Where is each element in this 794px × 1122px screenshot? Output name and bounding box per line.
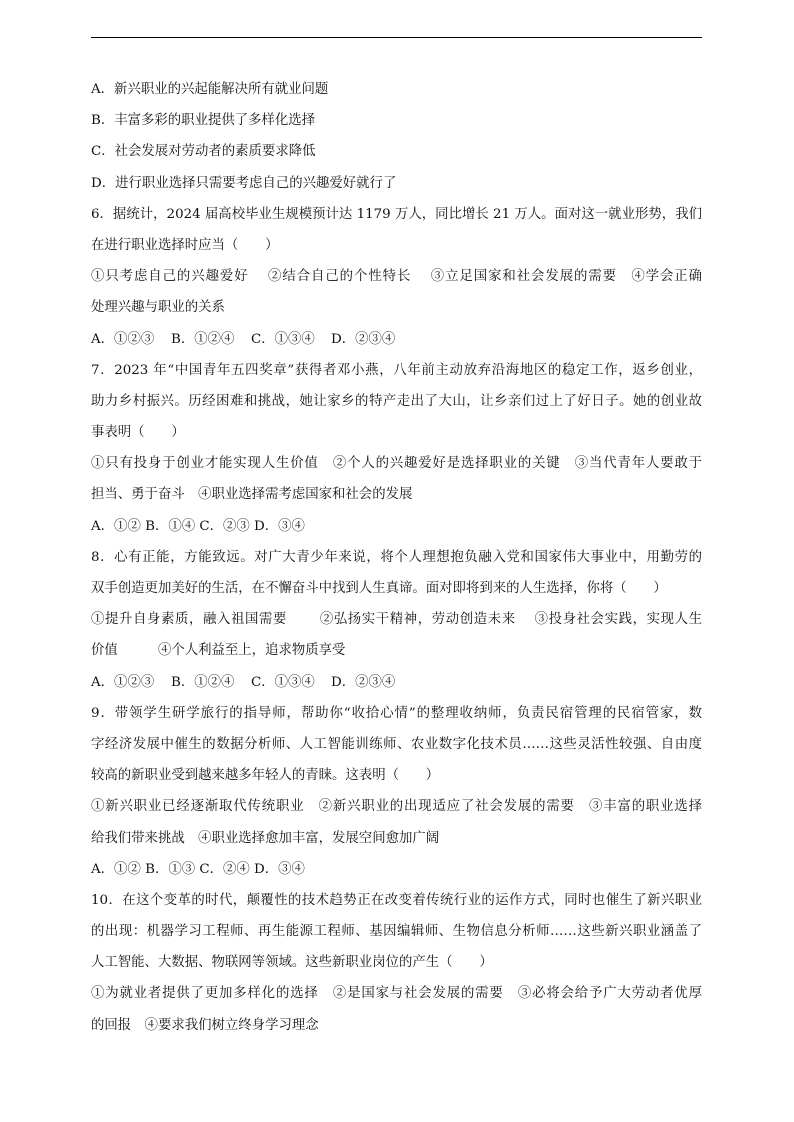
q6-stem-line-1: 6．据统计，2024 届高校毕业生规模预计达 1179 万人，同比增长 21 万人。面对这一就业形势，我们 (91, 206, 702, 222)
q10-stem-line-1: 10．在这个变革的时代，颠覆性的技术趋势正在改变着传统行业的运作方式，同时也催生了新兴职业 (91, 892, 702, 908)
q8-choice-b: B．①②④ (171, 674, 235, 690)
q9-stem-line-1: 9．带领学生研学旅行的指导师，帮助你“收拾心情”的整理收纳师，负责民宿管理的民宿管家，数 (91, 705, 702, 721)
option-b: B．丰富多彩的职业提供了多样化选择 (91, 113, 316, 129)
q6-choices (91, 330, 702, 361)
q8-choice-a: A．①②③ (91, 674, 155, 690)
q10-statements-line-1: ①为就业者提供了更加多样化的选择 ②是国家与社会发展的需要 ③必将会给予广大劳动者优厚 (91, 986, 702, 1002)
q6-statements-line-2: 处理兴趣与职业的关系 (91, 300, 225, 316)
question-content (91, 80, 702, 1047)
q8-statements-line-2: 价值 ④个人利益至上，追求物质享受 (91, 643, 346, 659)
q6-choice-a: A．①②③ (91, 331, 155, 347)
q8-choices (91, 673, 702, 704)
header-rule (91, 37, 702, 38)
q9-choices: A．①② B．①③ C．②④ D．③④ (91, 861, 305, 877)
q7-choices: A．①② B．①④ C．②③ D．③④ (91, 518, 305, 534)
q10-statements-line-2: 的回报 ④要求我们树立终身学习理念 (91, 1017, 319, 1033)
q8-choice-c: C．①③④ (251, 674, 315, 690)
q7-statements-line-1: ①只有投身于创业才能实现人生价值 ②个人的兴趣爱好是选择职业的关键 ③当代青年人要敢于 (91, 456, 702, 472)
q8-stem-line-1: 8．心有正能，方能致远。对广大青少年来说，将个人理想抱负融入党和国家伟大事业中，用勤劳的 (91, 549, 702, 565)
q9-statements-line-2: 给我们带来挑战 ④职业选择愈加丰富，发展空间愈加广阔 (91, 830, 440, 846)
q7-stem-line-1: 7．2023 年“中国青年五四奖章”获得者邓小燕，八年前主动放弃沿海地区的稳定工作，返乡创业， (91, 362, 702, 378)
q7-stem-line-3: 事表明（ ） (91, 425, 185, 441)
option-c: C．社会发展对劳动者的素质要求降低 (91, 144, 316, 160)
q9-stem-line-2: 字经济发展中催生的数据分析师、人工智能训练师、农业数字化技术员……这些灵活性较强、自由度 (91, 736, 702, 752)
option-a: A．新兴职业的兴起能解决所有就业问题 (91, 82, 329, 97)
q10-stem-line-3: 人工智能、大数据、物联网等领域。这些新职业岗位的产生（ ） (91, 955, 493, 971)
q6-choice-b: B．①②④ (171, 331, 235, 347)
q8-statements-line-1: ①提升自身素质，融入祖国需要 ②弘扬实干精神，劳动创造未来 ③投身社会实践，实现人生 (91, 612, 702, 628)
q9-statements-line-1: ①新兴职业已经逐渐取代传统职业 ②新兴职业的出现适应了社会发展的需要 ③丰富的职业选择 (91, 799, 702, 815)
q7-stem-line-2: 助力乡村振兴。历经困难和挑战，她让家乡的特产走出了大山，让乡亲们过上了好日子。她的创业故 (91, 393, 702, 409)
q6-statements-line-1: ①只考虑自己的兴趣爱好 ②结合自己的个性特长 ③立足国家和社会发展的需要 ④学会正确 (91, 269, 702, 285)
q8-stem-line-2: 双手创造更加美好的生活，在不懈奋斗中找到人生真谛。面对即将到来的人生选择，你将（ ） (91, 581, 667, 596)
q8-choice-d: D．②③④ (331, 674, 396, 690)
q9-stem-line-3: 较高的新职业受到越来越多年轻人的青睐。这表明（ ） (91, 768, 440, 784)
q6-stem-line-2: 在进行职业选择时应当（ ） (91, 237, 279, 253)
q6-choice-d: D．②③④ (331, 331, 396, 347)
q6-choice-c: C．①③④ (251, 331, 315, 347)
option-d: D．进行职业选择只需要考虑自己的兴趣爱好就行了 (91, 175, 397, 191)
q10-stem-line-2: 的出现：机器学习工程师、再生能源工程师、基因编辑师、生物信息分析师……这些新兴职业涵盖了 (91, 924, 702, 940)
q7-statements-line-2: 担当、勇于奋斗 ④职业选择需考虑国家和社会的发展 (91, 487, 413, 503)
